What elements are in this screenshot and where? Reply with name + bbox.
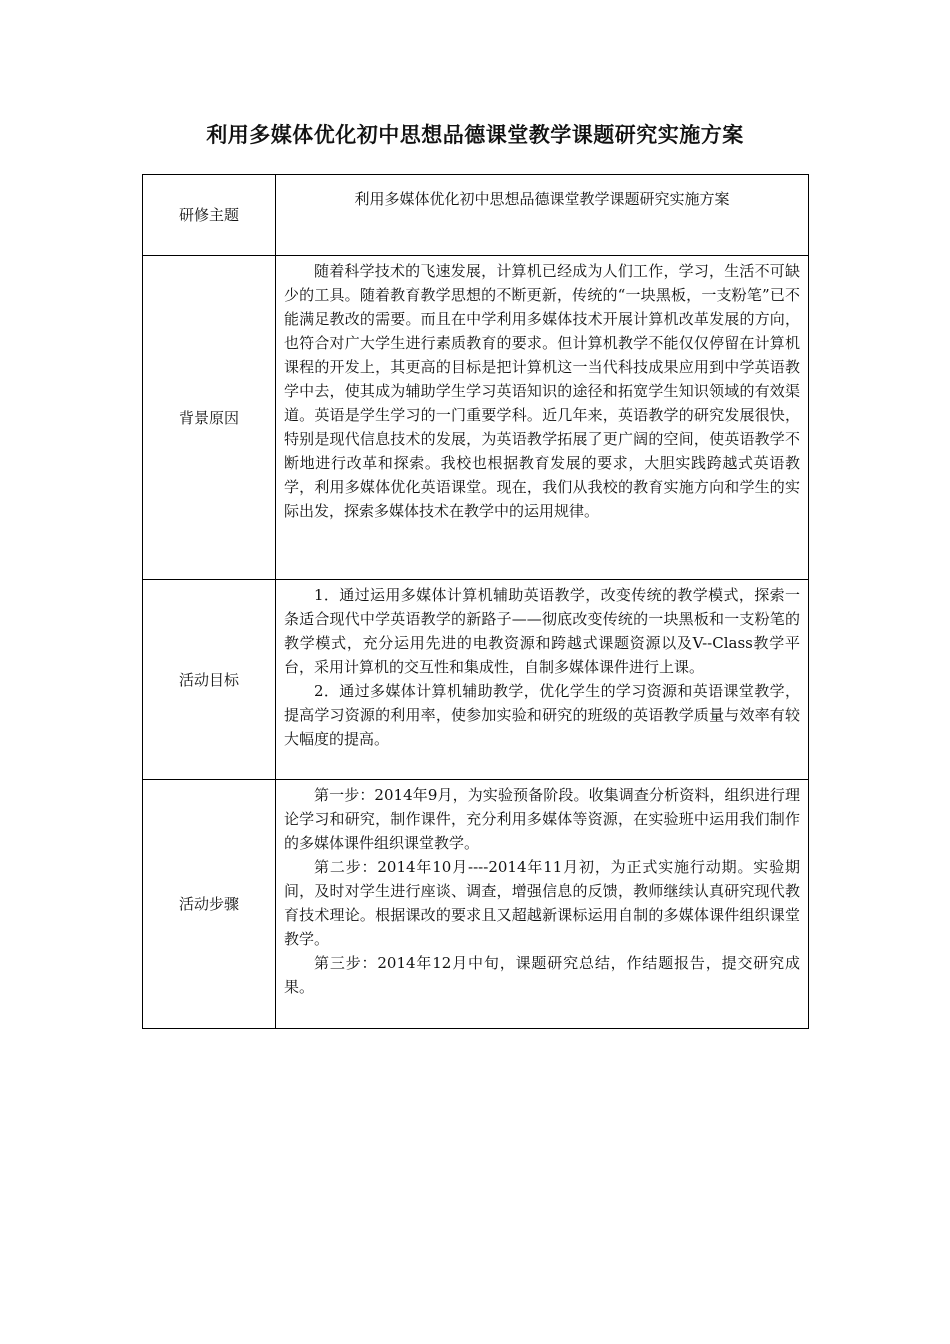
topic-label: 研修主题 xyxy=(143,175,276,256)
background-paragraph: 随着科学技术的飞速发展，计算机已经成为人们工作，学习，生活不可缺少的工具。随着教育教学思想的不断更新，传统的“一块黑板，一支粉笔”已不能满足教改的需要。而且在中学利用多媒体技术开展计算机改革发展的方向，也符合对广大学生进行素质教育的要求。但计算机教学不能仅仅停留在计算机课程的开发上，其更高的目标是把计算机这一当代科技成果应用到中学英语教学中去，使其成为辅助学生学习英语知识的途径和拓宽学生知识领域的有效渠道。英语是学生学习的一门重要学科。近几年来，英语教学的研究发展很快，特别是现代信息技术的发展，为英语教学拓展了更广阔的空间，使英语教学不断地进行改革和探索。我校也根据教育发展的要求，大胆实践跨越式英语教学，利用多媒体优化英语课堂。现在，我们从我校的教育实施方向和学生的实际出发，探索多媒体技术在教学中的运用规律。 xyxy=(284,262,800,520)
background-row xyxy=(143,256,809,580)
steps-label: 活动步骤 xyxy=(143,780,276,1029)
step-paragraph-1: 第一步：2014年9月，为实验预备阶段。收集调查分析资料，组织进行理论学习和研究，制作课件，充分利用多媒体等资源，在实验班中运用我们制作的多媒体课件组织课堂教学。 xyxy=(284,786,800,852)
step-paragraph-2: 第二步：2014年10月----2014年11月初，为正式实施行动期。实验期间，及时对学生进行座谈、调查，增强信息的反馈，教师继续认真研究现代教育技术理论。根据课改的要求且又超越新课标运用自制的多媒体课件组织课堂教学。 xyxy=(284,858,800,948)
step-paragraph-3: 第三步：2014年12月中旬，课题研究总结，作结题报告，提交研究成果。 xyxy=(284,954,800,996)
steps-row xyxy=(143,780,809,1029)
document-title: 利用多媒体优化初中思想品德课堂教学课题研究实施方案 xyxy=(206,123,744,147)
topic-row xyxy=(143,175,809,256)
plan-table xyxy=(142,174,809,1029)
steps-content xyxy=(276,780,809,1029)
goals-label: 活动目标 xyxy=(143,580,276,780)
background-label: 背景原因 xyxy=(143,256,276,580)
goal-paragraph-2: 2．通过多媒体计算机辅助教学，优化学生的学习资源和英语课堂教学，提高学习资源的利用率，使参加实验和研究的班级的英语教学质量与效率有较大幅度的提高。 xyxy=(284,682,800,748)
topic-value: 利用多媒体优化初中思想品德课堂教学课题研究实施方案 xyxy=(276,175,809,256)
goal-paragraph-1: 1．通过运用多媒体计算机辅助英语教学，改变传统的教学模式，探索一条适合现代中学英语教学的新路子——彻底改变传统的一块黑板和一支粉笔的教学模式，充分运用先进的电教资源和跨越式课题资源以及V--Class教学平台，采用计算机的交互性和集成性，自制多媒体课件进行上课。 xyxy=(284,586,800,676)
background-content xyxy=(276,256,809,580)
goals-row xyxy=(143,580,809,780)
goals-content xyxy=(276,580,809,780)
